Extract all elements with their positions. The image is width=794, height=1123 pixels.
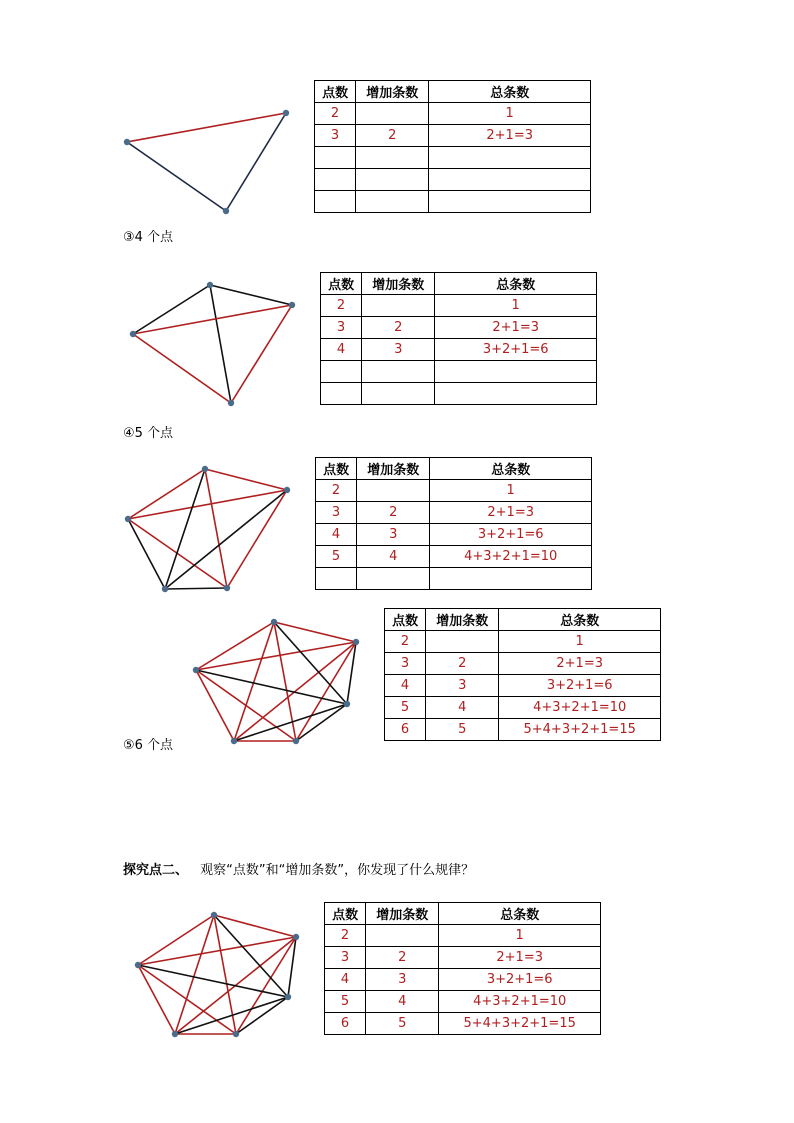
cell-added: [356, 191, 429, 213]
segment-line: [274, 622, 296, 741]
cell-total: 2+1=3: [435, 317, 597, 339]
table-3-points: [314, 80, 591, 213]
segment-line: [196, 670, 234, 741]
cell-points: 2: [316, 480, 357, 502]
cell-points: 5: [385, 697, 426, 719]
cell-points: [315, 169, 356, 191]
cell-added: 4: [366, 991, 439, 1013]
cell-total: [429, 191, 591, 213]
cell-added: 3: [426, 675, 499, 697]
caption-6-points: ⑤6 个点: [123, 738, 174, 753]
table-row: [385, 653, 661, 675]
point-dot: [283, 110, 289, 116]
table-row: [316, 524, 592, 546]
segment-line: [133, 334, 231, 403]
header-added: 增加条数: [356, 81, 429, 103]
cell-added: [356, 103, 429, 125]
table-row: [316, 546, 592, 568]
table-row: [316, 502, 592, 524]
cell-added: 2: [357, 502, 430, 524]
cell-points: 2: [325, 925, 366, 947]
cell-total: 4+3+2+1=10: [439, 991, 601, 1013]
table-row: [321, 295, 597, 317]
header-added: 增加条数: [366, 903, 439, 925]
cell-total: 3+2+1=6: [439, 969, 601, 991]
cell-total: 1: [429, 103, 591, 125]
cell-total: 4+3+2+1=10: [499, 697, 661, 719]
cell-points: [321, 383, 362, 405]
point-dot: [223, 208, 229, 214]
point-dot: [228, 400, 234, 406]
cell-total: 3+2+1=6: [499, 675, 661, 697]
point-dot: [207, 282, 213, 288]
header-total: 总条数: [439, 903, 601, 925]
segment-line: [214, 915, 296, 937]
cell-added: [426, 631, 499, 653]
point-dot: [202, 466, 208, 472]
table-row: [321, 361, 597, 383]
cell-added: [357, 480, 430, 502]
point-dot: [271, 619, 277, 625]
header-points: 点数: [321, 273, 362, 295]
cell-added: [362, 383, 435, 405]
table-row: [385, 675, 661, 697]
segment-line: [165, 469, 205, 589]
cell-points: [321, 361, 362, 383]
cell-added: 2: [356, 125, 429, 147]
table-row: [385, 719, 661, 741]
cell-added: 3: [362, 339, 435, 361]
cell-added: 3: [357, 524, 430, 546]
header-added: 增加条数: [357, 458, 430, 480]
section-label: 探究点二、: [123, 863, 189, 878]
cell-points: 4: [316, 524, 357, 546]
segment-line: [165, 588, 227, 589]
cell-points: [315, 147, 356, 169]
cell-points: 4: [385, 675, 426, 697]
table-row: [385, 631, 661, 653]
segment-line: [236, 937, 296, 1034]
cell-added: [362, 295, 435, 317]
figure-5-points: [125, 466, 290, 592]
point-dot: [233, 1031, 239, 1037]
cell-points: 4: [321, 339, 362, 361]
cell-total: 3+2+1=6: [430, 524, 592, 546]
point-dot: [172, 1031, 178, 1037]
segment-line: [227, 490, 287, 588]
cell-points: 3: [325, 947, 366, 969]
cell-points: 2: [315, 103, 356, 125]
point-dot: [211, 912, 217, 918]
header-added: 增加条数: [362, 273, 435, 295]
segment-line: [165, 490, 287, 589]
cell-total: 4+3+2+1=10: [430, 546, 592, 568]
table-row: [325, 947, 601, 969]
header-points: 点数: [315, 81, 356, 103]
point-dot: [284, 487, 290, 493]
table-row: [315, 169, 591, 191]
cell-total: 2+1=3: [430, 502, 592, 524]
table-row: [321, 317, 597, 339]
table-row: [325, 991, 601, 1013]
cell-points: 3: [315, 125, 356, 147]
cell-total: 2+1=3: [439, 947, 601, 969]
point-dot: [193, 667, 199, 673]
header-total: 总条数: [499, 609, 661, 631]
point-dot: [162, 586, 168, 592]
table-6-points-summary: [324, 902, 601, 1035]
point-dot: [293, 934, 299, 940]
point-dot: [231, 738, 237, 744]
header-total: 总条数: [430, 458, 592, 480]
cell-total: [435, 383, 597, 405]
segment-line: [231, 305, 292, 403]
cell-added: 2: [362, 317, 435, 339]
table-row: [315, 125, 591, 147]
segment-line: [205, 469, 227, 588]
cell-added: [366, 925, 439, 947]
header-added: 增加条数: [426, 609, 499, 631]
segment-line: [274, 622, 347, 704]
cell-total: [430, 568, 592, 590]
cell-added: 3: [366, 969, 439, 991]
table-row: [316, 568, 592, 590]
cell-points: 3: [316, 502, 357, 524]
cell-points: 6: [385, 719, 426, 741]
figure-6-points-summary: [135, 912, 299, 1037]
cell-total: 2+1=3: [499, 653, 661, 675]
segment-line: [214, 915, 236, 1034]
segment-line: [128, 519, 165, 589]
segment-line: [210, 285, 292, 305]
cell-points: [316, 568, 357, 590]
table-6-points: [384, 608, 661, 741]
segment-line: [138, 937, 296, 965]
segment-line: [205, 469, 287, 490]
cell-added: 4: [426, 697, 499, 719]
table-5-points: [315, 457, 592, 590]
figure-4-points: [130, 282, 295, 406]
table-4-points: [320, 272, 597, 405]
point-dot: [135, 962, 141, 968]
segment-line: [214, 915, 288, 997]
cell-points: 4: [325, 969, 366, 991]
point-dot: [289, 302, 295, 308]
cell-added: 5: [366, 1013, 439, 1035]
cell-added: 2: [366, 947, 439, 969]
cell-points: 2: [321, 295, 362, 317]
header-points: 点数: [325, 903, 366, 925]
caption-4-points: ③4 个点: [123, 230, 174, 245]
section-question: 观察“点数”和“增加条数”，你发现了什么规律？: [200, 863, 475, 878]
table-row: [321, 383, 597, 405]
figure-6-points: [193, 619, 359, 744]
point-dot: [224, 585, 230, 591]
header-points: 点数: [385, 609, 426, 631]
cell-added: [356, 169, 429, 191]
point-dot: [353, 639, 359, 645]
cell-total: [429, 147, 591, 169]
table-row: [316, 480, 592, 502]
point-dot: [344, 701, 350, 707]
table-row: [315, 147, 591, 169]
segment-line: [226, 113, 286, 211]
cell-total: 1: [435, 295, 597, 317]
header-total: 总条数: [435, 273, 597, 295]
cell-total: 2+1=3: [429, 125, 591, 147]
table-row: [321, 339, 597, 361]
cell-total: 1: [439, 925, 601, 947]
cell-added: [357, 568, 430, 590]
cell-added: [356, 147, 429, 169]
segment-line: [234, 622, 274, 741]
cell-total: [429, 169, 591, 191]
figure-3-points: [124, 110, 289, 214]
cell-total: 5+4+3+2+1=15: [439, 1013, 601, 1035]
cell-points: [315, 191, 356, 213]
segment-line: [347, 642, 356, 704]
cell-points: 6: [325, 1013, 366, 1035]
segment-line: [138, 965, 175, 1034]
cell-added: 2: [426, 653, 499, 675]
table-row: [325, 969, 601, 991]
header-points: 点数: [316, 458, 357, 480]
cell-added: 5: [426, 719, 499, 741]
cell-points: 5: [325, 991, 366, 1013]
segment-line: [296, 704, 347, 741]
cell-total: 1: [430, 480, 592, 502]
point-dot: [293, 738, 299, 744]
segment-line: [274, 622, 356, 642]
cell-total: 5+4+3+2+1=15: [499, 719, 661, 741]
cell-points: 3: [385, 653, 426, 675]
cell-added: 4: [357, 546, 430, 568]
cell-points: 3: [321, 317, 362, 339]
cell-points: 5: [316, 546, 357, 568]
cell-total: 1: [499, 631, 661, 653]
table-row: [385, 697, 661, 719]
point-dot: [130, 331, 136, 337]
table-row: [315, 103, 591, 125]
header-total: 总条数: [429, 81, 591, 103]
cell-total: 3+2+1=6: [435, 339, 597, 361]
point-dot: [125, 516, 131, 522]
point-dot: [124, 139, 130, 145]
cell-added: [362, 361, 435, 383]
point-dot: [285, 994, 291, 1000]
segment-line: [128, 490, 287, 519]
segment-line: [236, 997, 288, 1034]
cell-total: [435, 361, 597, 383]
cell-points: 2: [385, 631, 426, 653]
segment-line: [210, 285, 231, 403]
caption-5-points: ④5 个点: [123, 426, 174, 441]
table-row: [325, 925, 601, 947]
segment-line: [127, 113, 286, 142]
segment-line: [127, 142, 226, 211]
segment-line: [288, 937, 296, 997]
table-row: [315, 191, 591, 213]
table-row: [325, 1013, 601, 1035]
section-heading: [123, 863, 474, 879]
